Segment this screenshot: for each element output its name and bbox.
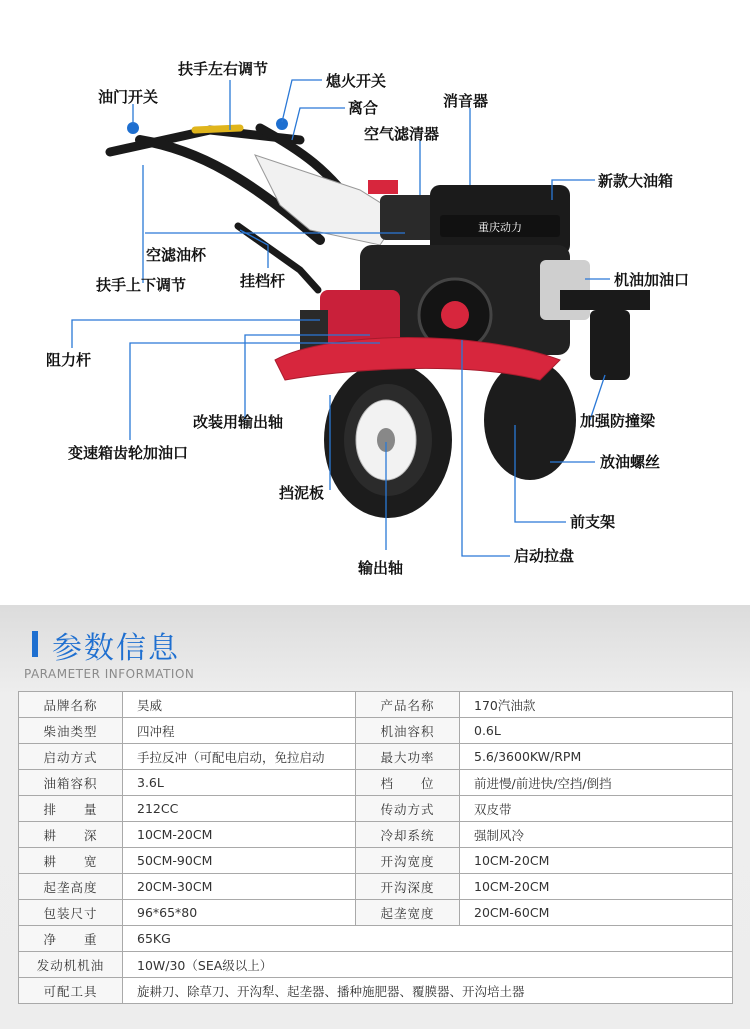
callout-output-shaft: 输出轴 xyxy=(358,559,404,577)
spec-value: 10CM-20CM xyxy=(460,848,733,874)
callout-hand-adjust-lr: 扶手左右调节 xyxy=(178,60,269,78)
callout-oil-filler: 机油加油口 xyxy=(614,271,690,289)
spec-value: 0.6L xyxy=(460,718,733,744)
callout-clutch: 离合 xyxy=(348,99,379,117)
callout-pull-start: 启动拉盘 xyxy=(514,547,575,565)
callout-filter-cup: 空滤油杯 xyxy=(146,246,207,264)
param-title: 参数信息 xyxy=(52,631,180,666)
spec-value: 10CM-20CM xyxy=(460,874,733,900)
table-row xyxy=(19,718,733,744)
callout-output-shaft-mod: 改装用输出轴 xyxy=(193,413,284,431)
spec-label: 品牌名称 xyxy=(19,692,123,718)
spec-value: 前进慢/前进快/空挡/倒挡 xyxy=(460,770,733,796)
callout-muffler: 消音器 xyxy=(443,92,489,110)
spec-value: 65KG xyxy=(123,926,733,952)
spec-value: 双皮带 xyxy=(460,796,733,822)
spec-label: 发动机机油 xyxy=(19,952,123,978)
table-row xyxy=(19,692,733,718)
callout-drain-screw: 放油螺丝 xyxy=(600,453,661,471)
spec-value: 昊威 xyxy=(123,692,356,718)
spec-value: 强制风冷 xyxy=(460,822,733,848)
spec-label: 档 位 xyxy=(356,770,460,796)
spec-label: 产品名称 xyxy=(356,692,460,718)
callout-bumper: 加强防撞梁 xyxy=(580,412,656,430)
spec-value: 3.6L xyxy=(123,770,356,796)
callout-fuel-tank: 新款大油箱 xyxy=(598,172,674,190)
table-row xyxy=(19,874,733,900)
callout-gear-lever: 挂档杆 xyxy=(240,272,286,290)
spec-label: 油箱容积 xyxy=(19,770,123,796)
spec-value: 50CM-90CM xyxy=(123,848,356,874)
spec-label: 柴油类型 xyxy=(19,718,123,744)
callout-gearbox-filler: 变速箱齿轮加油口 xyxy=(68,444,189,462)
spec-value: 旋耕刀、除草刀、开沟犁、起垄器、播种施肥器、覆膜器、开沟培土器 xyxy=(123,978,733,1004)
spec-label: 启动方式 xyxy=(19,744,123,770)
spec-label: 耕 深 xyxy=(19,822,123,848)
spec-label: 开沟宽度 xyxy=(356,848,460,874)
callout-throttle: 油门开关 xyxy=(98,88,159,106)
table-row xyxy=(19,900,733,926)
table-row xyxy=(19,952,733,978)
spec-label: 冷却系统 xyxy=(356,822,460,848)
spec-label: 净 重 xyxy=(19,926,123,952)
table-row xyxy=(19,744,733,770)
spec-label: 耕 宽 xyxy=(19,848,123,874)
spec-label: 可配工具 xyxy=(19,978,123,1004)
parameter-section xyxy=(0,605,750,1029)
spec-label: 传动方式 xyxy=(356,796,460,822)
spec-label: 排 量 xyxy=(19,796,123,822)
callout-resist-rod: 阻力杆 xyxy=(46,351,92,369)
spec-value: 20CM-60CM xyxy=(460,900,733,926)
callout-front-stand: 前支架 xyxy=(570,513,616,531)
spec-label: 起垄高度 xyxy=(19,874,123,900)
spec-label: 最大功率 xyxy=(356,744,460,770)
spec-value: 170汽油款 xyxy=(460,692,733,718)
spec-table xyxy=(18,691,733,1004)
spec-label: 包装尺寸 xyxy=(19,900,123,926)
spec-value: 四冲程 xyxy=(123,718,356,744)
callout-air-filter: 空气滤清器 xyxy=(364,125,440,143)
table-row xyxy=(19,770,733,796)
callout-kill-switch: 熄火开关 xyxy=(326,72,387,90)
callout-hand-adjust-ud: 扶手上下调节 xyxy=(96,276,187,294)
spec-value: 手拉反冲（可配电启动，免拉启动 xyxy=(123,744,356,770)
callout-mudguard: 挡泥板 xyxy=(279,484,325,502)
engine-brand-text: 重庆动力 xyxy=(478,221,522,234)
spec-value: 10W/30（SEA级以上） xyxy=(123,952,733,978)
table-row xyxy=(19,796,733,822)
spec-value: 20CM-30CM xyxy=(123,874,356,900)
table-row xyxy=(19,822,733,848)
table-row xyxy=(19,926,733,952)
param-subtitle: PARAMETER INFORMATION xyxy=(24,667,195,681)
spec-label: 开沟深度 xyxy=(356,874,460,900)
spec-label: 机油容积 xyxy=(356,718,460,744)
spec-value: 96*65*80 xyxy=(123,900,356,926)
table-row xyxy=(19,978,733,1004)
spec-value: 212CC xyxy=(123,796,356,822)
spec-value: 10CM-20CM xyxy=(123,822,356,848)
spec-value: 5.6/3600KW/RPM xyxy=(460,744,733,770)
table-row xyxy=(19,848,733,874)
spec-label: 起垄宽度 xyxy=(356,900,460,926)
title-accent-bar xyxy=(32,631,38,657)
